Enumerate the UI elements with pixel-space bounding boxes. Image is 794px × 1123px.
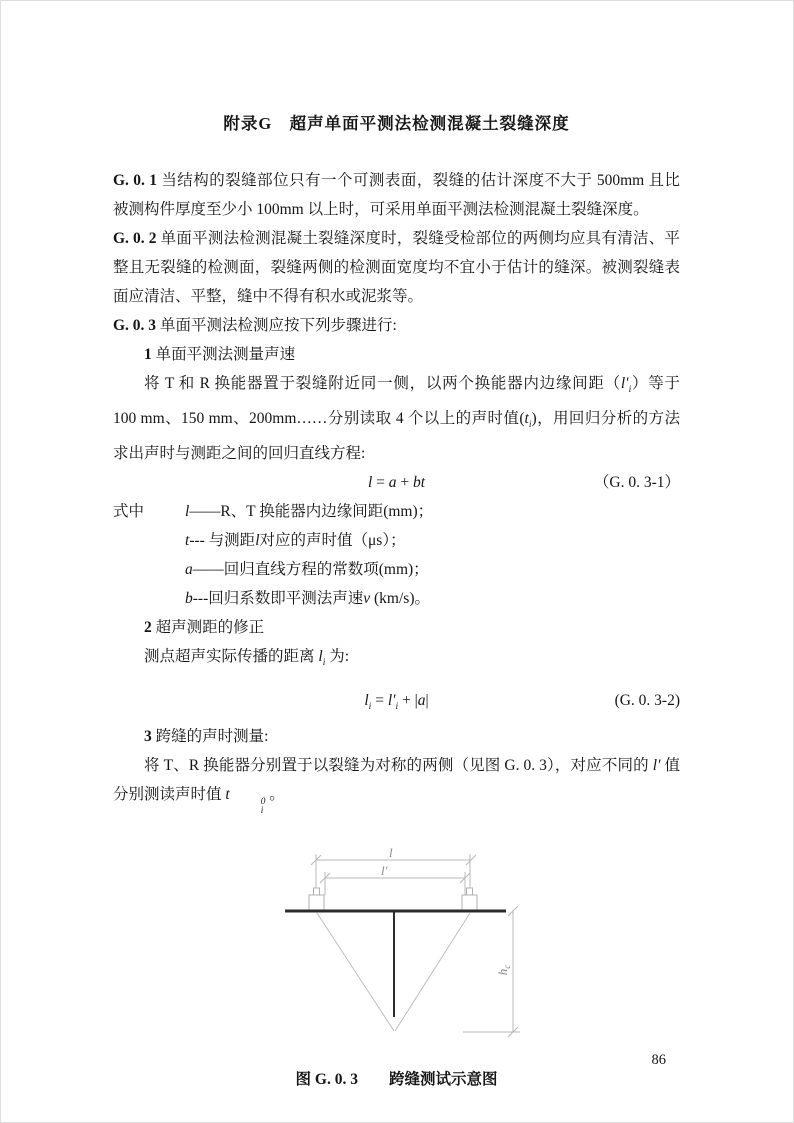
- transducer-right: [462, 888, 477, 910]
- transducer-left: [309, 888, 324, 910]
- depth-dimension: [463, 906, 520, 1037]
- label-depth-sub: c: [502, 965, 512, 970]
- clause-g01: G. 0. 1 当结构的裂缝部位只有一个可测表面，裂缝的估计深度不大于 500mm 且比被测构件厚度至少小 100mm 以上时，可采用单面平测法检测混凝土裂缝深度。: [113, 172, 680, 218]
- clause-g02: G. 0. 2 单面平测法检测混凝土裂缝深度时，裂缝受检部位的两侧均应具有清洁、平整且无裂缝的检测面，裂缝两侧的检测面宽度均不宜小于估计的缝深。被测裂缝表面应清洁、平整，缝中不得有积水或泥浆等。: [113, 230, 680, 305]
- page-title: 附录G 超声单面平测法检测混凝土裂缝深度: [223, 114, 570, 133]
- equation-g031-row: [113, 468, 680, 497]
- label-depth: [495, 965, 512, 976]
- definition-l: l——R、T 换能器内边缘间距(mm)；: [185, 503, 434, 521]
- equation-g032-label: (G. 0. 3-2): [614, 692, 680, 710]
- clause-g03: G. 0. 3 单面平测法检测应按下列步骤进行:: [113, 317, 397, 334]
- equation-g031-label: （G. 0. 3-1）: [593, 474, 680, 492]
- step-3-heading: 3 跨缝的声时测量:: [144, 728, 269, 746]
- where-label: 式中: [113, 503, 145, 521]
- definition-t: t--- 与测距l对应的声时值（μs）；: [185, 532, 406, 550]
- label-l-prime: l′: [381, 863, 388, 879]
- equation-g032: $l_i = l'_i + |a|$: [364, 692, 429, 713]
- figure-caption: 图 G. 0. 3 跨缝测试示意图: [295, 1071, 498, 1089]
- step-2-heading: 2 超声测距的修正: [144, 619, 265, 637]
- page-number: 86: [651, 1052, 666, 1068]
- paragraph-step1-body: 将 T 和 R 换能器置于裂缝附近同一侧，以两个换能器内边缘间距$(l'_i)$等于 100 mm、150 mm、200mm……分别读取 4 个以上的声时值$(t_i)$，用回归分析的方法求出声时与测距之间的回归直线方程:: [113, 375, 680, 463]
- label-depth-main: h: [495, 969, 510, 976]
- figure-g03: [113, 843, 680, 1049]
- equation-g032-row: [113, 686, 680, 721]
- definition-a: a——回归直线方程的常数项(mm)；: [185, 561, 429, 579]
- equation-g031: l = a + bt: [367, 474, 426, 492]
- crack-test-diagram: [273, 843, 533, 1049]
- definition-b: b---回归系数即平测法声速v (km/s)。: [185, 590, 430, 608]
- paragraph-step2-body: 测点超声实际传播的距离 $l_i$ 为:: [144, 648, 350, 669]
- dimension-line-l-prime: [320, 873, 470, 883]
- paragraph-step3-body: 将 T、R 换能器分别置于以裂缝为对称的两侧（见图 G. 0. 3），对应不同的 l′ 值分别测读声时值 t 0 i 。: [113, 757, 680, 816]
- dimension-line-l: [311, 855, 476, 865]
- symbol-definitions: [113, 497, 680, 613]
- step-1-heading: 1 单面平测法测量声速: [144, 346, 296, 363]
- label-l: l: [389, 845, 393, 861]
